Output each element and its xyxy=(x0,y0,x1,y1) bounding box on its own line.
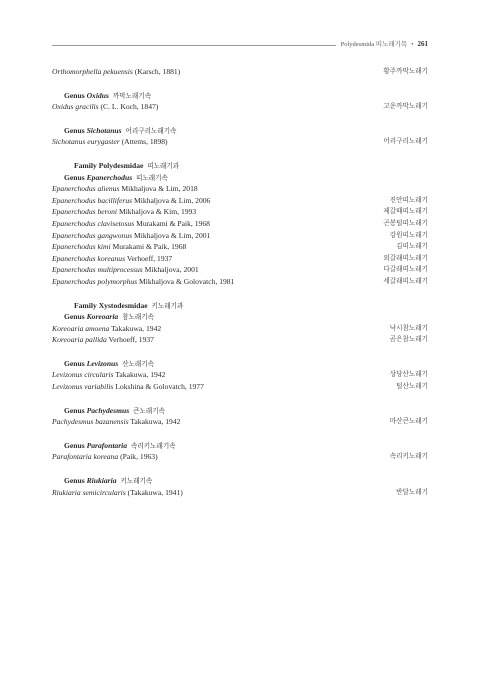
species-row xyxy=(52,487,428,499)
korean-name: 고운까막노래기 xyxy=(383,103,428,111)
species-author: Verhoeff, 1937 xyxy=(126,253,173,263)
species-author: Takakuwa, 1942 xyxy=(111,323,162,333)
header-separator: • xyxy=(411,41,414,48)
genus-heading: Genus Epanerchodus 띠노래기속 xyxy=(64,172,168,182)
korean-name: 반달노래기 xyxy=(396,488,428,496)
species-name: Epanerchodus kimi xyxy=(52,242,111,252)
species-name: Levizonus circularis xyxy=(52,370,114,380)
species-name: Riukiaria semicircularis xyxy=(52,487,126,497)
korean-name: 어리구리노래기 xyxy=(383,138,428,146)
korean-name: 속리키노래기 xyxy=(389,453,428,461)
species-author: Murakami & Paik, 1968 xyxy=(112,242,187,252)
genus-korean-name: 띠노래기속 xyxy=(136,174,168,182)
species-row xyxy=(52,369,428,381)
korean-name: 곰은참노래기 xyxy=(389,336,428,344)
species-author: Mikhaljova & Lim, 2018 xyxy=(121,184,198,194)
genus-name: Sichotanus xyxy=(86,125,122,135)
genus-korean-name: 참노래기속 xyxy=(122,314,154,322)
genus-heading: Genus Pachydesmus 큰노래기속 xyxy=(64,405,165,415)
family-name: Xystodesmidae xyxy=(98,300,148,310)
species-row xyxy=(52,230,428,242)
korean-name: 마산큰노래기 xyxy=(389,418,428,426)
species-row xyxy=(52,241,428,253)
genus-korean-name: 산노래기속 xyxy=(122,360,154,368)
genus-korean-name: 어리구리노래기속 xyxy=(125,127,177,135)
korean-name: 황주까막노래기 xyxy=(383,68,428,75)
species-author: (Takakuwa, 1941) xyxy=(127,487,183,497)
species-name: Orthomorphella pekuensis xyxy=(52,67,133,76)
species-name: Sichotanus eurygaster xyxy=(52,137,120,147)
species-row xyxy=(52,136,428,148)
species-row xyxy=(52,183,428,195)
species-row xyxy=(52,66,428,78)
genus-heading: Genus Parafontaria 속리키노래기속 xyxy=(64,440,176,450)
genus-heading: Genus Levizonus 산노래기속 xyxy=(64,358,154,368)
family-korean-name: 띠노래기과 xyxy=(147,162,180,170)
species-name: Epanerchodus bacilliferus xyxy=(52,195,133,205)
species-row xyxy=(52,101,428,113)
species-row xyxy=(52,264,428,276)
species-row xyxy=(52,451,428,463)
species-row xyxy=(52,381,428,393)
header-text xyxy=(341,39,428,48)
korean-name: 털산노래기 xyxy=(396,383,428,391)
species-author: (Karsch, 1881) xyxy=(134,67,181,76)
species-name: Epanerchodus beroni xyxy=(52,207,118,217)
korean-name: 상당산노래기 xyxy=(389,371,428,379)
genus-heading: Genus Sichotanus 어리구리노래기속 xyxy=(64,125,177,135)
species-author: Lokshina & Golovatch, 1977 xyxy=(115,382,204,392)
species-row xyxy=(52,253,428,265)
species-list xyxy=(52,66,428,498)
family-heading: Family Xystodesmidae 키노래기과 xyxy=(74,300,184,310)
genus-korean-name: 속리키노래기속 xyxy=(131,442,176,450)
genus-heading: Genus Koreoaria 참노래기속 xyxy=(64,312,154,322)
species-author: Mikhaljova & Lim, 2001 xyxy=(134,230,211,240)
korean-name: 김띠노래기 xyxy=(396,243,428,251)
genus-korean-name: 까막노래기속 xyxy=(112,92,152,100)
species-name: Epanerchodus gangwonus xyxy=(52,230,133,240)
running-title: Polydesmida 띠노래기목 xyxy=(340,41,408,48)
species-author: (Paik, 1963) xyxy=(120,452,158,462)
genus-name: Pachydesmus xyxy=(86,405,130,415)
genus-name: Epanerchodus xyxy=(86,172,133,182)
species-name: Oxidus gracilis xyxy=(52,102,99,112)
family-korean-name: 키노래기과 xyxy=(151,302,184,310)
species-author: (C. L. Koch, 1847) xyxy=(100,102,159,112)
genus-korean-name: 키노래기속 xyxy=(120,478,153,486)
korean-name: 세갈래띠노래기 xyxy=(383,277,428,285)
species-author: Verhoeff, 1937 xyxy=(108,335,154,345)
genus-name: Levizonus xyxy=(86,358,119,368)
korean-name: 제갈때띠노래기 xyxy=(383,208,428,216)
species-name: Pachydesmus bazanensis xyxy=(52,417,129,427)
family-heading: Family Polydesmidae 띠노래기과 xyxy=(74,160,180,170)
page-number: 261 xyxy=(417,40,428,48)
genus-name: Riukiaria xyxy=(86,476,117,486)
species-row xyxy=(52,416,428,428)
species-name: Koreoaria pallida xyxy=(52,335,107,345)
species-name: Levizonus variabilis xyxy=(52,382,114,392)
species-name: Epanerchodus clavisetosus xyxy=(52,218,135,228)
species-author: Mikhaljova & Lim, 2006 xyxy=(133,195,211,205)
family-name: Polydesmidae xyxy=(98,160,144,170)
genus-name: Koreoaria xyxy=(86,312,119,322)
korean-name: 외갈래띠노래기 xyxy=(383,254,428,262)
species-row xyxy=(52,334,428,346)
species-row xyxy=(52,323,428,335)
species-name: Epanerchodus polymorphus xyxy=(52,276,138,286)
genus-name: Oxidus xyxy=(86,90,109,100)
species-row xyxy=(52,195,428,207)
genus-name: Parafontaria xyxy=(86,440,128,450)
species-name: Parafontaria koreana xyxy=(52,452,119,462)
species-author: Murakami & Paik, 1968 xyxy=(136,218,210,228)
genus-heading: Genus Riukiaria 키노래기속 xyxy=(64,476,153,486)
species-row xyxy=(52,218,428,230)
species-row xyxy=(52,206,428,218)
korean-name: 강원띠노래기 xyxy=(389,231,428,239)
species-author: Mikhaljova & Golovatch, 1981 xyxy=(139,276,235,286)
species-author: Takakuwa, 1942 xyxy=(115,370,166,380)
korean-name: 진안띠노래기 xyxy=(389,196,428,204)
running-header xyxy=(52,38,428,52)
genus-korean-name: 큰노래기속 xyxy=(133,407,165,415)
species-name: Epanerchodus koreanus xyxy=(52,253,126,263)
korean-name: 다갈래띠노래기 xyxy=(383,266,428,274)
species-name: Koreoaria amoena xyxy=(52,323,110,333)
korean-name: 곤봉털띠노래기 xyxy=(383,219,428,227)
korean-name: 낙시참노래기 xyxy=(389,324,428,332)
species-row xyxy=(52,276,428,288)
species-name: Epanerchodus alienus xyxy=(52,184,120,194)
species-author: (Attems, 1898) xyxy=(121,137,168,147)
genus-heading: Genus Oxidus 까막노래기속 xyxy=(64,90,152,100)
species-author: Mikhaljova, 2001 xyxy=(144,265,199,275)
species-name: Epanerchodus multiprocessus xyxy=(52,265,143,275)
species-author: Takakuwa, 1942 xyxy=(130,417,181,427)
species-author: Mikhaljova & Kim, 1993 xyxy=(118,207,197,217)
header-rule xyxy=(52,45,336,46)
